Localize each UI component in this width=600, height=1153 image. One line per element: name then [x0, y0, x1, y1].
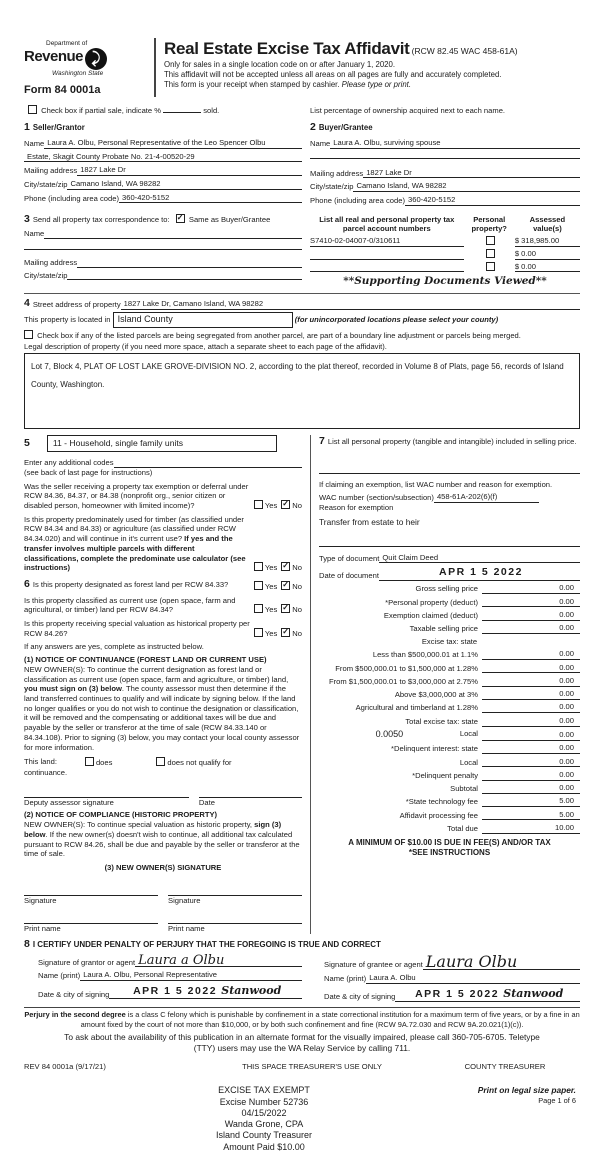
title-block	[164, 38, 518, 90]
seller-grantor-heading: Seller/Grantor	[32, 123, 85, 133]
if-yes-note: If any answers are yes, complete as instructed below.	[24, 642, 204, 652]
continuance-label: continuance.	[24, 768, 68, 777]
section-4-property	[24, 293, 580, 429]
section-2-number: 2	[310, 121, 316, 134]
grantee-signature-block	[310, 952, 580, 1003]
parcel-col-header: List all real and personal property tax parcel account numbers	[319, 214, 455, 234]
q-historic-no-checkbox[interactable]	[281, 628, 290, 637]
grantee-date-stamp: APR 1 5 2022	[415, 987, 500, 1000]
section-5-number: 5	[24, 436, 30, 449]
grantee-printname-field[interactable]: Laura A. Olbu	[366, 973, 580, 984]
reason-exemption-label: Reason for exemption	[319, 503, 394, 513]
minimum-due-note: A MINIMUM OF $10.00 IS DUE IN FEE(S) AND/OR TAX	[348, 837, 551, 847]
section-4-number: 4	[24, 296, 30, 309]
wac-number-field[interactable]: 458-61A-202(6)(f)	[434, 492, 539, 503]
exemption-claimed-field[interactable]: 0.00	[482, 610, 580, 621]
reason-exemption-field[interactable]: Transfer from estate to heir	[319, 516, 420, 527]
parcel-number-field[interactable]	[310, 259, 464, 260]
corr-city-label: City/state/zip	[24, 270, 68, 280]
new-owner-printname-field-2[interactable]	[168, 913, 302, 924]
grantee-datecity-label: Date & city of signing	[324, 992, 396, 1002]
supporting-documents-stamp: **Supporting Documents Viewed**	[343, 275, 547, 288]
current-use-question: Is this property classified as current use (open space, farm and agricultural, or timber) land per RCW 84.34?	[24, 595, 236, 615]
buyer-grantee-heading: Buyer/Grantee	[318, 123, 373, 133]
form-header	[24, 38, 580, 97]
parcel-number-field[interactable]: S7410-02-04007-0/310611	[310, 236, 464, 247]
assessed-value-field[interactable]: $ 0.00	[515, 262, 580, 273]
seller-city-label: City/state/zip	[24, 180, 68, 190]
segregated-checkbox[interactable]	[24, 330, 33, 339]
buyer-mailing-field[interactable]: 1827 Lake Dr	[363, 168, 580, 179]
new-owner-signature-field-2[interactable]	[168, 885, 302, 896]
county-select[interactable]: Island County	[113, 312, 293, 328]
buyer-name-field[interactable]: Laura A. Olbu, surviving spouse	[330, 138, 580, 149]
grantee-signature-field[interactable]: Laura Olbu	[423, 955, 580, 970]
section-7-personal-property	[319, 435, 580, 581]
print-note: Print on legal size paper.	[477, 1085, 576, 1096]
form-rcw: (RCW 82.45 WAC 458-61A)	[411, 46, 518, 56]
seller-name-field-2[interactable]: Estate, Skagit County Probate No. 21-4-00520-29	[24, 152, 302, 163]
parcel-table	[310, 213, 580, 289]
excise-tax-table: Gross selling price 0.00 *Personal property (deduct) 0.00 Exemption claimed (deduct) 0.00 Taxable selling price 0.00 Excise tax: state Less than $500,000.01 at 1.1% 0.00 From $500,000.01 to $1,500,000 at 1.28% 0.00 From $1,500,000.01 to $3,000,000 at 2.75% 0.00 Above $3,000,000 at 3% 0.00 Agricultural and timberland at 1.28% 0.00 Total excise tax: state 0.00 0.0050 Local 0.00 *Delinquent interest: state 0.00 Local 0.00 *Delinquent penalty 0.00 Subtotal 0.00 *State technology fee 5.00 Affidavit processing fee 5.00 Total due 10.00 A MINIMUM OF $10.00 IS DUE IN FEE(S) AND/OR TAX *SEE INSTRUCTIONS	[319, 583, 580, 858]
same-as-buyer-checkbox[interactable]	[176, 214, 185, 223]
treasurer-stamp: EXCISE TAX EXEMPT Excise Number 52736 04/15/2022 Wanda Grone, CPA Island County Treasurer Amount Paid $10.00	[215, 1085, 313, 1152]
street-address-label: Street address of property	[32, 300, 121, 310]
corr-name-field[interactable]	[44, 238, 302, 239]
seller-name-field[interactable]: Laura A. Olbu, Personal Representative of the Leo Spencer Olbu	[44, 138, 302, 149]
seller-name-label: Name	[24, 138, 45, 148]
wac-number-label: WAC number (section/subsection)	[319, 493, 434, 503]
affidavit-processing-fee-field[interactable]: 5.00	[482, 810, 580, 821]
alternate-format-notice: To ask about the availability of this publication in an alternate format for the visually impaired, please call 360-705-6705. Teletype (TTY) users may use the WA Relay Service by calling 711.	[64, 1032, 540, 1053]
assessed-value-field[interactable]: $ 318,985.00	[515, 236, 580, 247]
deputy-date-label: Date	[198, 797, 215, 807]
seller-mailing-field[interactable]: 1827 Lake Dr	[77, 165, 302, 176]
parcel-row	[310, 236, 580, 247]
parcel-number-field[interactable]	[310, 271, 464, 272]
corr-mailing-label: Mailing address	[24, 257, 78, 267]
personal-property-checkbox[interactable]	[486, 262, 495, 271]
rev-number: REV 84 0001a (9/17/21)	[24, 1061, 106, 1071]
assessed-value-col-header: Assessed value(s)	[529, 214, 566, 234]
section-8-certification	[24, 938, 580, 1002]
certify-statement: I CERTIFY UNDER PENALTY OF PERJURY THAT THE FOREGOING IS TRUE AND CORRECT	[32, 940, 381, 950]
delinquent-interest-state-field[interactable]: 0.00	[482, 743, 580, 754]
historic-property-question: Is this property receiving special valuation as historical property per RCW 84.26?	[24, 618, 250, 638]
delinquent-interest-local-field[interactable]: 0.00	[482, 757, 580, 768]
personal-property-deduct-field[interactable]: 0.00	[482, 597, 580, 608]
land-use-code-select[interactable]: 11 - Household, single family units	[47, 435, 277, 452]
segregated-label: Check box if any of the listed parcels are being segregated from another parcel, are part of a boundary line adjustment or parcels being merged.	[37, 330, 521, 340]
this-land-label: This land:	[24, 757, 57, 767]
subtitle-3: This form is your receipt when stamped by cashier. Please type or print.	[164, 79, 412, 89]
total-excise-state-field[interactable]: 0.00	[482, 716, 580, 727]
notice-compliance-body: NEW OWNER(S): To continue special valuation as historic property, sign (3) below. If the new owner(s) doesn't wish to continue, all additional tax calculated pursuant to RCW 84.26, shall be due and payable by the seller or transferor at the time of sale.	[24, 820, 300, 859]
see-back-note: (see back of last page for instructions)	[24, 467, 153, 477]
legal-description-field[interactable]: Lot 7, Block 4, PLAT OF LOST LAKE GROVE-DIVISION NO. 2, according to the plat thereof, recorded in Volume 8 of Plats, page 56, records of Island County, Washington.	[24, 353, 580, 429]
taxable-selling-price-field[interactable]: 0.00	[482, 623, 580, 634]
grantor-date-stamp: APR 1 5 2022	[133, 985, 218, 998]
buyer-name-label: Name	[310, 138, 331, 148]
tier1-field[interactable]: 0.00	[482, 649, 580, 660]
agricultural-field[interactable]: 0.00	[482, 702, 580, 713]
notice-continuance-title: (1) NOTICE OF CONTINUANCE (FOREST LAND OR CURRENT USE)	[24, 655, 267, 665]
section-5-use-code: 5 11 - Household, single family units Enter any additional codes (see back of last page for instructions) Was the seller receiving a property tax exemption or deferral under RCW 84.36, 84.37, or 84.38 (nonprofit org., senior citizen or disabled person, homeowner with limited income)? Yes ✓ No Is this property predominately used for timber (as classified under RCW 84.34 and 84.33) or agriculture (as classified under RCW 84.34.020) and will continue in it's current use? If yes and the transfer involves multiple parcels with different classifications, complete the predominate use calculator (see instructions) Yes ✓ No	[24, 435, 302, 573]
q-timber-yes-checkbox[interactable]	[254, 562, 263, 571]
grantor-printname-field[interactable]: Laura A. Olbu, Personal Representative	[80, 970, 302, 981]
section-6-number: 6	[24, 578, 30, 591]
sold-label: sold.	[203, 105, 220, 115]
page-number: Page 1 of 6	[538, 1096, 576, 1106]
county-treasurer-label: COUNTY TREASURER	[464, 1061, 546, 1071]
legal-description-label: Legal description of property (if you need more space, attach a separate sheet to each page of the affidavit).	[24, 342, 387, 352]
assessed-value-field[interactable]: $ 0.00	[515, 249, 580, 260]
dor-logo	[24, 38, 152, 97]
header-divider	[154, 38, 156, 97]
reason-exemption-line[interactable]	[319, 536, 580, 547]
new-owners-signature-title: (3) NEW OWNER(S) SIGNATURE	[104, 863, 222, 873]
section-6-designation: 6 Is this property designated as forest land per RCW 84.33? Yes ✓ No Is this property classified as current use (open space, farm and agricultural, or timber) land per RCW 84.34? Yes ✓ No Is this property receiving special valuation as historical property per RCW 84.26? Yes ✓ No If any answers are yes, complete as instructed below. (1) NOTICE OF CONTINUANCE (FOREST LAND OR CURRENT USE) NEW OWNER(S): To continue the current designation as forest land or classification as current use (open space, farm and agriculture, or timber) land, you must sign on (3) below. The county assessor must then determine if the land transferred continues to qualify and will indicate by signing below. If the land no longer qualifies or you do not wish to continue the designation or classification, it will be removed and the compensating or additional taxes will be due and payable by the seller or transferor at the time of sale (RCW 84.33.140 or 84.34.108). Prior to signing (3) below, you may contact your local county assessor for more information. This land: does does not qualify for continuance. Deputy assessor signature Date (2) NOTICE OF COMPLIANCE (HISTORIC PROPERTY) NEW OWNER(S): To continue special valuation as historic property, sign (3) below. If the new owner(s) doesn't wish to continue, all additional tax calculated pursuant to RCW 84.26, shall be due and payable by the seller or transferor at the time of sale. (3) NEW OWNER(S) SIGNATURE Signature Signature Print name Print name	[24, 578, 302, 934]
total-due-field[interactable]: 10.00	[482, 823, 580, 834]
section-3-number: 3	[24, 212, 30, 225]
land-does-not-checkbox[interactable]	[156, 757, 165, 766]
grantor-printname-label: Name (print)	[38, 971, 81, 981]
date-of-document-stamp: APR 1 5 2022	[438, 566, 523, 579]
form-number: Form 84 0001a	[24, 83, 101, 96]
perjury-notice: Perjury in the second degree is a class C felony which is punishable by confinement in a state correctional institution for a maximum term of five years, or by a fine in an amount fixed by the court of not more than $10,000, or by both such confinement and fine (RCW 9A.72.030 and RCW 9A.20.021(1)(c)).	[24, 1007, 580, 1029]
subtitle-1: Only for sales in a single location code on or after January 1, 2020.	[164, 59, 396, 69]
state-technology-fee-field[interactable]: 5.00	[482, 796, 580, 807]
new-owner-signature-field-1[interactable]	[24, 885, 158, 896]
personal-property-list-field[interactable]	[319, 463, 580, 474]
delinquent-penalty-field[interactable]: 0.00	[482, 770, 580, 781]
type-of-document-field[interactable]: Quit Claim Deed	[379, 553, 580, 564]
section-8-number: 8	[24, 938, 30, 951]
located-note: (for unincorporated locations please select your county)	[294, 315, 499, 325]
revenue-swirl-icon: ⤸	[85, 48, 107, 70]
corr-name-field-2[interactable]	[24, 249, 302, 250]
partial-sale-label: Check box if partial sale, indicate %	[41, 105, 161, 115]
new-owner-printname-field-1[interactable]	[24, 913, 158, 924]
personal-property-checkbox[interactable]	[486, 249, 495, 258]
grantee-city-handwriting[interactable]: Stanwood	[503, 986, 564, 1000]
corr-mailing-field[interactable]	[77, 267, 302, 268]
street-address-field[interactable]: 1827 Lake Dr, Camano Island, WA 98282	[121, 299, 580, 310]
buyer-name-field-2[interactable]	[310, 158, 580, 159]
land-does-checkbox[interactable]	[85, 757, 94, 766]
logo-wa-state: Washington State	[52, 70, 104, 78]
excise-tax-state-header: Excise tax: state	[421, 636, 478, 646]
grantee-signature-label: Signature of grantee or agent	[324, 960, 423, 970]
grantor-datecity-label: Date & city of signing	[38, 989, 110, 999]
exemption-deferral-question: Was the seller receiving a property tax exemption or deferral under RCW 84.36, 84.37, or 84.38 (nonprofit org., senior citizen or disabled person, homeowner with limited income)?	[24, 481, 249, 511]
q-forest-no-checkbox[interactable]	[281, 581, 290, 590]
partial-sale-checkbox[interactable]	[28, 105, 37, 114]
partial-sale-percent-field[interactable]	[163, 112, 201, 113]
section-7-number: 7	[319, 435, 325, 448]
q-historic-yes-checkbox[interactable]	[254, 628, 263, 637]
type-of-document-label: Type of document	[319, 553, 380, 563]
corr-name-label: Name	[24, 229, 45, 239]
date-of-document-label: Date of document	[319, 570, 379, 580]
grantor-city-handwriting[interactable]: Stanwood	[221, 984, 282, 998]
ownership-note: List percentage of ownership acquired next to each name.	[310, 105, 506, 115]
local-rate-value: 0.0050	[375, 729, 404, 740]
timber-agriculture-question: Is this property predominately used for timber (as classified under RCW 84.34 and 84.33) or agriculture (as classified under RCW 84.34.020) and will continue in it's current use? If yes and the transfer involves multiple parcels with different classifications, complete the predominate use calculator (see instructions)	[24, 514, 246, 573]
q-exemption-yes-checkbox[interactable]	[254, 500, 263, 509]
subtitle-2: This affidavit will not be accepted unless all areas on all pages are fully and accurately completed.	[164, 69, 502, 79]
section-2-buyer	[310, 121, 580, 205]
claiming-exemption-note: If claiming an exemption, list WAC number and reason for exemption.	[319, 479, 553, 489]
logo-revenue: Revenue	[24, 48, 84, 66]
buyer-city-field[interactable]: Camano Island, WA 98282	[353, 181, 580, 192]
seller-city-field[interactable]: Camano Island, WA 98282	[67, 179, 302, 190]
grantee-printname-label: Name (print)	[324, 974, 367, 984]
tier4-field[interactable]: 0.00	[482, 689, 580, 700]
additional-codes-label: Enter any additional codes	[24, 458, 114, 468]
seller-phone-label: Phone (including area code)	[24, 193, 119, 203]
corr-city-field[interactable]	[67, 279, 302, 280]
same-as-buyer-label: Same as Buyer/Grantee	[188, 214, 271, 224]
deputy-date-field[interactable]	[199, 787, 302, 798]
buyer-phone-label: Phone (including area code)	[310, 196, 405, 206]
parcel-row	[310, 262, 580, 273]
q-exemption-no-checkbox[interactable]	[281, 500, 290, 509]
form-title: Real Estate Excise Tax Affidavit	[164, 39, 410, 58]
partial-sale-line	[24, 105, 310, 116]
q-currentuse-no-checkbox[interactable]	[281, 604, 290, 613]
q-timber-no-checkbox[interactable]	[281, 562, 290, 571]
grantor-signature-label: Signature of grantor or agent	[38, 957, 136, 967]
buyer-mailing-label: Mailing address	[310, 168, 364, 178]
see-instructions-note: *SEE INSTRUCTIONS	[408, 848, 491, 858]
forest-land-question: Is this property designated as forest land per RCW 84.33?	[32, 580, 229, 590]
deputy-assessor-signature-field[interactable]	[24, 787, 189, 798]
tier2-field[interactable]: 0.00	[482, 663, 580, 674]
subtotal-field[interactable]: 0.00	[482, 783, 580, 794]
logo-dept-of: Department of	[46, 40, 88, 47]
personal-property-checkbox[interactable]	[486, 236, 495, 245]
notice-compliance-title: (2) NOTICE OF COMPLIANCE (HISTORIC PROPERTY)	[24, 810, 218, 820]
gross-selling-price-field[interactable]: 0.00	[482, 583, 580, 594]
located-in-label: This property is located in	[24, 315, 111, 325]
section-3-correspondence	[24, 213, 310, 289]
section-1-seller	[24, 121, 310, 205]
buyer-city-label: City/state/zip	[310, 182, 354, 192]
q-currentuse-yes-checkbox[interactable]	[254, 604, 263, 613]
section-7-intro: List all personal property (tangible and intangible) included in selling price.	[327, 437, 577, 447]
tier3-field[interactable]: 0.00	[482, 676, 580, 687]
deputy-assessor-label: Deputy assessor signature	[24, 797, 114, 807]
seller-mailing-label: Mailing address	[24, 166, 78, 176]
local-tax-field[interactable]: 0.00	[482, 730, 580, 741]
grantor-signature-block	[24, 952, 310, 1003]
grantor-signature-field[interactable]: Laura a Olbu	[135, 955, 302, 968]
buyer-phone-field[interactable]: 360-420-5152	[405, 195, 580, 206]
treasurer-space-label: THIS SPACE TREASURER'S USE ONLY	[242, 1061, 382, 1071]
notice-continuance-body: NEW OWNER(S): To continue the current designation as forest land or classification as current use (open space, farm and agriculture, or timber) land, you must sign on (3) below. The county assessor must then determine if the land transferred continues to qualify and will indicate by signing below. If the land no longer qualifies or you do not wish to continue the designation or classification, it will be removed and the compensating or additional taxes will be due and payable by the seller or transferor at the time of sale (RCW 84.33.140 or 84.34.108). Prior to signing (3) below, you may contact your local county assessor for more information.	[24, 664, 300, 752]
parcel-row	[310, 249, 580, 260]
seller-phone-field[interactable]: 360-420-5152	[119, 193, 302, 204]
section-3-intro: Send all property tax correspondence to:	[32, 214, 170, 224]
section-1-number: 1	[24, 121, 30, 134]
personal-property-col-header: Personal property?	[471, 214, 507, 234]
q-forest-yes-checkbox[interactable]	[254, 581, 263, 590]
